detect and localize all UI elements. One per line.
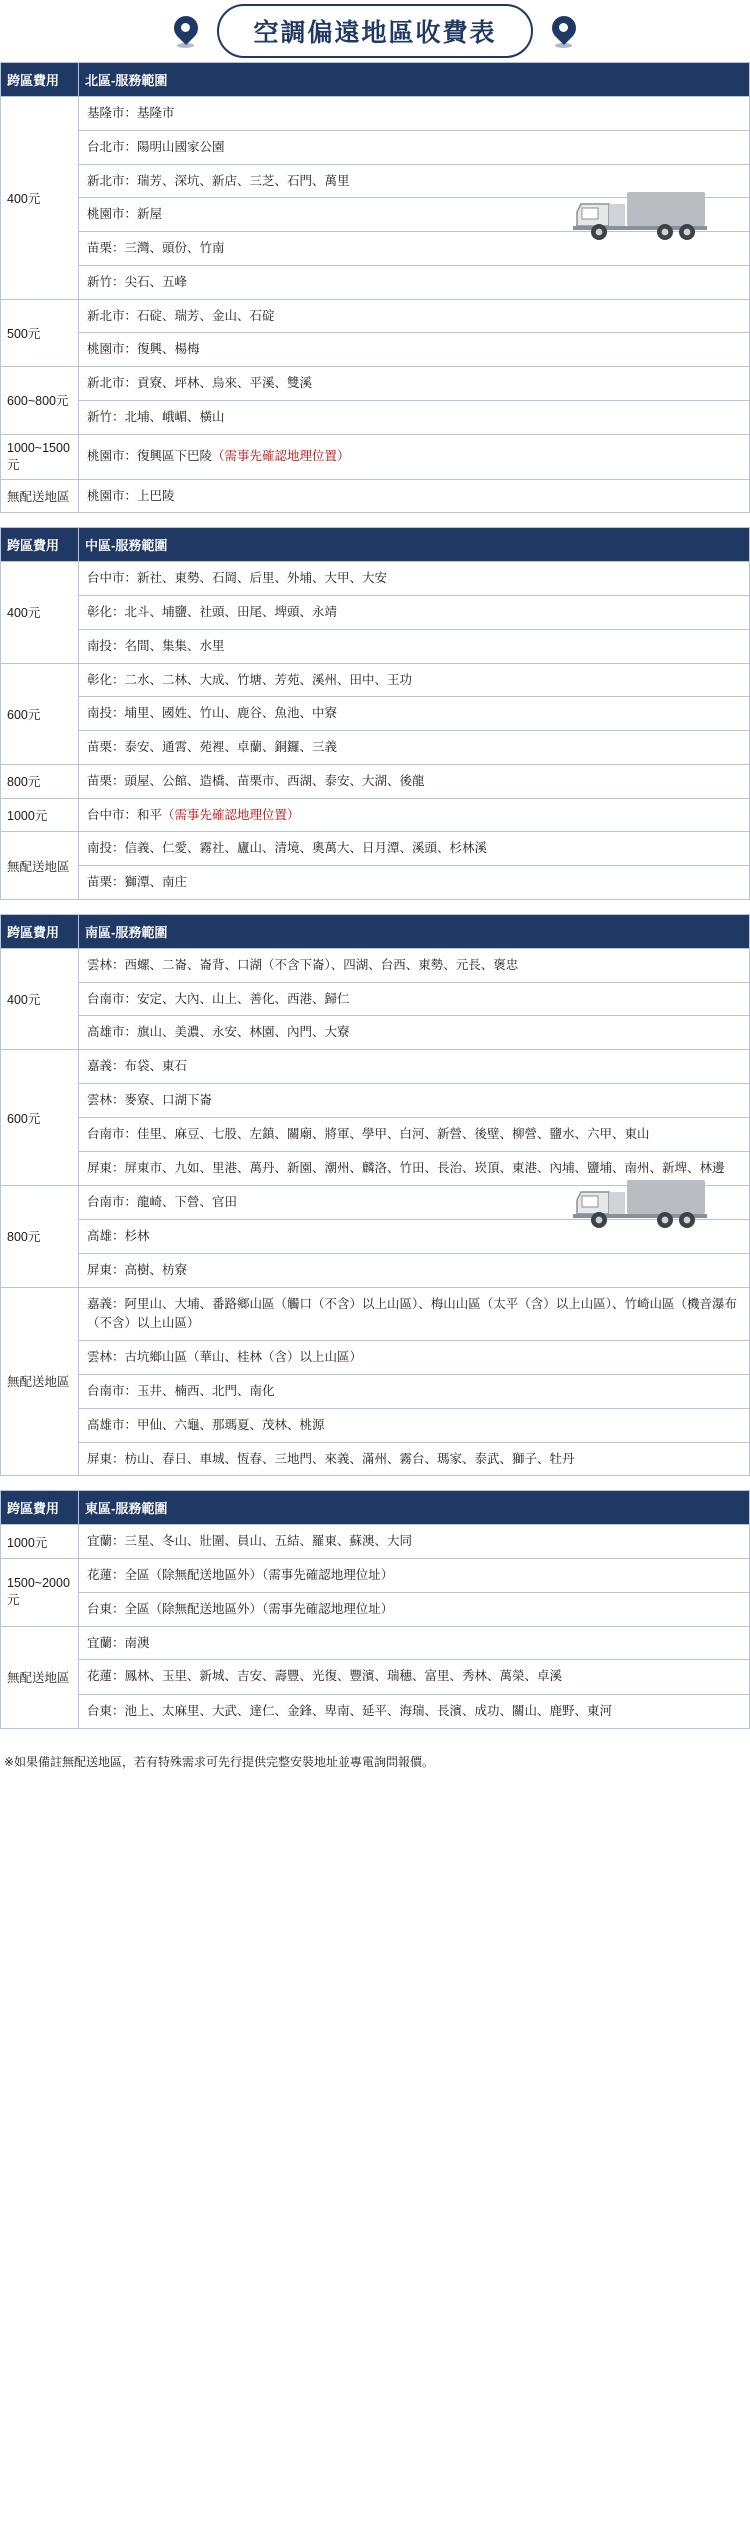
area-cell: 台東：全區（除無配送地區外）（需事先確認地理位址）: [79, 1592, 750, 1626]
fee-cell: 1000元: [1, 1525, 79, 1559]
table-row: [1, 265, 750, 299]
table-row: [1, 982, 750, 1016]
table-row: [1, 1694, 750, 1728]
area-cell: 桃園市：復興、楊梅: [79, 333, 750, 367]
page-header: [0, 0, 750, 62]
table-row: [1, 596, 750, 630]
zone-header-row: [1, 528, 750, 562]
area-cell: 台南市：玉井、楠西、北門、南化: [79, 1375, 750, 1409]
table-row: [1, 1287, 750, 1341]
table-row: [1, 629, 750, 663]
area-cell: 苗栗：獅潭、南庄: [79, 866, 750, 900]
fee-cell: 1000元: [1, 798, 79, 832]
area-text: 桃園市：新屋: [87, 207, 163, 222]
fee-cell: 無配送地區: [1, 1626, 79, 1729]
table-row: [1, 798, 750, 832]
zone-header-row: [1, 1491, 750, 1525]
table-row: [1, 764, 750, 798]
fee-cell: 500元: [1, 299, 79, 367]
table-row: [1, 97, 750, 131]
table-row: [1, 1442, 750, 1476]
fee-cell: 800元: [1, 764, 79, 798]
zone-table-south: [0, 914, 750, 1477]
zone-table-north: [0, 62, 750, 513]
table-row: [1, 1253, 750, 1287]
area-note: （需事先確認地理位置）: [212, 449, 350, 464]
table-row: [1, 130, 750, 164]
area-cell: 雲林：古坑鄉山區（華山、桂林（含）以上山區）: [79, 1341, 750, 1375]
area-cell: 新北市：石碇、瑞芳、金山、石碇: [79, 299, 750, 333]
area-cell: 新北市：貢寮、坪林、烏來、平溪、雙溪: [79, 367, 750, 401]
area-cell: 高雄市：旗山、美濃、永安、林園、內門、大寮: [79, 1016, 750, 1050]
fee-cell: 1500~2000元: [1, 1559, 79, 1627]
zone-header-row: [1, 63, 750, 97]
area-cell: 新北市：瑞芳、深坑、新店、三芝、石門、萬里: [79, 164, 750, 198]
area-text: 台中市：和平: [87, 807, 163, 822]
area-cell: 南投：埔里、國姓、竹山、鹿谷、魚池、中寮: [79, 697, 750, 731]
fee-cell: 無配送地區: [1, 1287, 79, 1476]
table-row: [1, 1341, 750, 1375]
table-row: [1, 333, 750, 367]
area-text: 桃園市：復興區下巴陵: [87, 449, 213, 464]
area-note: （需事先確認地理位置）: [162, 807, 300, 822]
table-row: [1, 1626, 750, 1660]
area-cell: [79, 434, 750, 479]
table-row: [1, 832, 750, 866]
table-row: [1, 663, 750, 697]
area-text: 台南市：龍崎、下營、官田: [87, 1195, 238, 1210]
table-row: [1, 1592, 750, 1626]
column-header-fee: 跨區費用: [1, 914, 79, 948]
area-cell: 宜蘭：三星、冬山、壯圍、員山、五結、羅東、蘇澳、大同: [79, 1525, 750, 1559]
area-cell: [79, 798, 750, 832]
area-cell: 台北市：陽明山國家公園: [79, 130, 750, 164]
area-cell: 南投：信義、仁愛、霧社、廬山、清境、奧萬大、日月潭、溪頭、杉林溪: [79, 832, 750, 866]
table-row: [1, 948, 750, 982]
area-cell: 屏東：枋山、春日、車城、恆春、三地門、來義、滿州、霧台、瑪家、泰武、獅子、牡丹: [79, 1442, 750, 1476]
area-cell: 新竹：北埔、峨嵋、橫山: [79, 400, 750, 434]
footnote: ※如果備註無配送地區，若有特殊需求可先行提供完整安裝地址並專電詢問報價。: [4, 1755, 435, 1769]
table-row: [1, 1050, 750, 1084]
table-row: [1, 1525, 750, 1559]
fee-cell: 400元: [1, 562, 79, 663]
area-cell: 新竹：尖石、五峰: [79, 265, 750, 299]
table-row: [1, 1660, 750, 1694]
area-cell: 苗栗：頭屋、公館、造橋、苗栗市、西湖、泰安、大湖、後龍: [79, 764, 750, 798]
area-cell: 基隆市：基隆市: [79, 97, 750, 131]
table-row: [1, 299, 750, 333]
area-cell: 台東：池上、太麻里、大武、達仁、金鋒、卑南、延平、海瑞、長濱、成功、關山、鹿野、東河: [79, 1694, 750, 1728]
column-header-scope: 南區-服務範圍: [79, 914, 750, 948]
table-row: [1, 198, 750, 232]
area-cell: 嘉義：阿里山、大埔、番路鄉山區（觸口（不含）以上山區）、梅山山區（太平（含）以上山區）、竹崎山區（機音瀑布（不含）以上山區）: [79, 1287, 750, 1341]
column-header-scope: 東區-服務範圍: [79, 1491, 750, 1525]
area-cell: 宜蘭：南澳: [79, 1626, 750, 1660]
column-header-scope: 中區-服務範圍: [79, 528, 750, 562]
area-cell: 台中市：新社、東勢、石岡、后里、外埔、大甲、大安: [79, 562, 750, 596]
area-cell: 南投：名間、集集、水里: [79, 629, 750, 663]
area-cell: 桃園市：上巴陵: [79, 479, 750, 513]
table-row: [1, 1559, 750, 1593]
area-cell: 花蓮：全區（除無配送地區外）（需事先確認地理位址）: [79, 1559, 750, 1593]
table-row: [1, 562, 750, 596]
table-row: [1, 697, 750, 731]
fee-cell: 400元: [1, 97, 79, 300]
area-cell: [79, 198, 750, 232]
zone-header-row: [1, 914, 750, 948]
fee-cell: 800元: [1, 1186, 79, 1287]
area-cell: 雲林：西螺、二崙、崙背、口湖（不含下崙）、四湖、台西、東勢、元長、褒忠: [79, 948, 750, 982]
area-cell: 苗栗：泰安、通霄、苑裡、卓蘭、銅鑼、三義: [79, 731, 750, 765]
area-cell: 彰化：二水、二林、大成、竹塘、芳苑、溪州、田中、王功: [79, 663, 750, 697]
fee-cell: 400元: [1, 948, 79, 1049]
area-cell: 花蓮：鳳林、玉里、新城、吉安、壽豐、光復、豐濱、瑞穗、富里、秀林、萬榮、卓溪: [79, 1660, 750, 1694]
fee-cell: 無配送地區: [1, 479, 79, 513]
table-row: [1, 434, 750, 479]
table-row: [1, 1016, 750, 1050]
zone-table-central: [0, 527, 750, 900]
fee-cell: 無配送地區: [1, 832, 79, 900]
table-row: [1, 1186, 750, 1220]
table-row: [1, 1375, 750, 1409]
table-row: [1, 400, 750, 434]
area-cell: 雲林：麥寮、口湖下崙: [79, 1083, 750, 1117]
fee-cell: 600元: [1, 663, 79, 764]
page-title: 空調偏遠地區收費表: [217, 4, 532, 58]
table-row: [1, 1083, 750, 1117]
fee-cell: 600~800元: [1, 367, 79, 435]
area-cell: 彰化：北斗、埔鹽、社頭、田尾、埤頭、永靖: [79, 596, 750, 630]
map-pin-icon: [173, 14, 199, 48]
column-header-fee: 跨區費用: [1, 528, 79, 562]
area-cell: 高雄：杉林: [79, 1220, 750, 1254]
area-cell: [79, 1186, 750, 1220]
zone-table-east: [0, 1490, 750, 1729]
fee-cell: 600元: [1, 1050, 79, 1186]
column-header-fee: 跨區費用: [1, 1491, 79, 1525]
table-row: [1, 1408, 750, 1442]
map-pin-icon: [551, 14, 577, 48]
table-row: [1, 479, 750, 513]
truck-illustration-icon: [569, 184, 719, 246]
area-cell: 屏東：屏東市、九如、里港、萬丹、新園、潮州、麟洛、竹田、長治、崁頂、東港、內埔、鹽埔、南州、新埤、林邊: [79, 1151, 750, 1185]
table-row: [1, 866, 750, 900]
area-cell: 苗栗：三灣、頭份、竹南: [79, 232, 750, 266]
truck-illustration-icon: [569, 1172, 719, 1234]
area-cell: 高雄市：甲仙、六龜、那瑪夏、茂林、桃源: [79, 1408, 750, 1442]
table-row: [1, 731, 750, 765]
table-row: [1, 367, 750, 401]
column-header-fee: 跨區費用: [1, 63, 79, 97]
column-header-scope: 北區-服務範圍: [79, 63, 750, 97]
area-cell: 台南市：佳里、麻豆、七股、左鎮、關廟、將軍、學甲、白河、新營、後壁、柳營、鹽水、六甲、東山: [79, 1117, 750, 1151]
area-cell: 台南市：安定、大內、山上、善化、西港、歸仁: [79, 982, 750, 1016]
area-cell: 屏東：高樹、枋寮: [79, 1253, 750, 1287]
area-cell: 嘉義：布袋、東石: [79, 1050, 750, 1084]
fee-cell: 1000~1500元: [1, 434, 79, 479]
table-row: [1, 1117, 750, 1151]
